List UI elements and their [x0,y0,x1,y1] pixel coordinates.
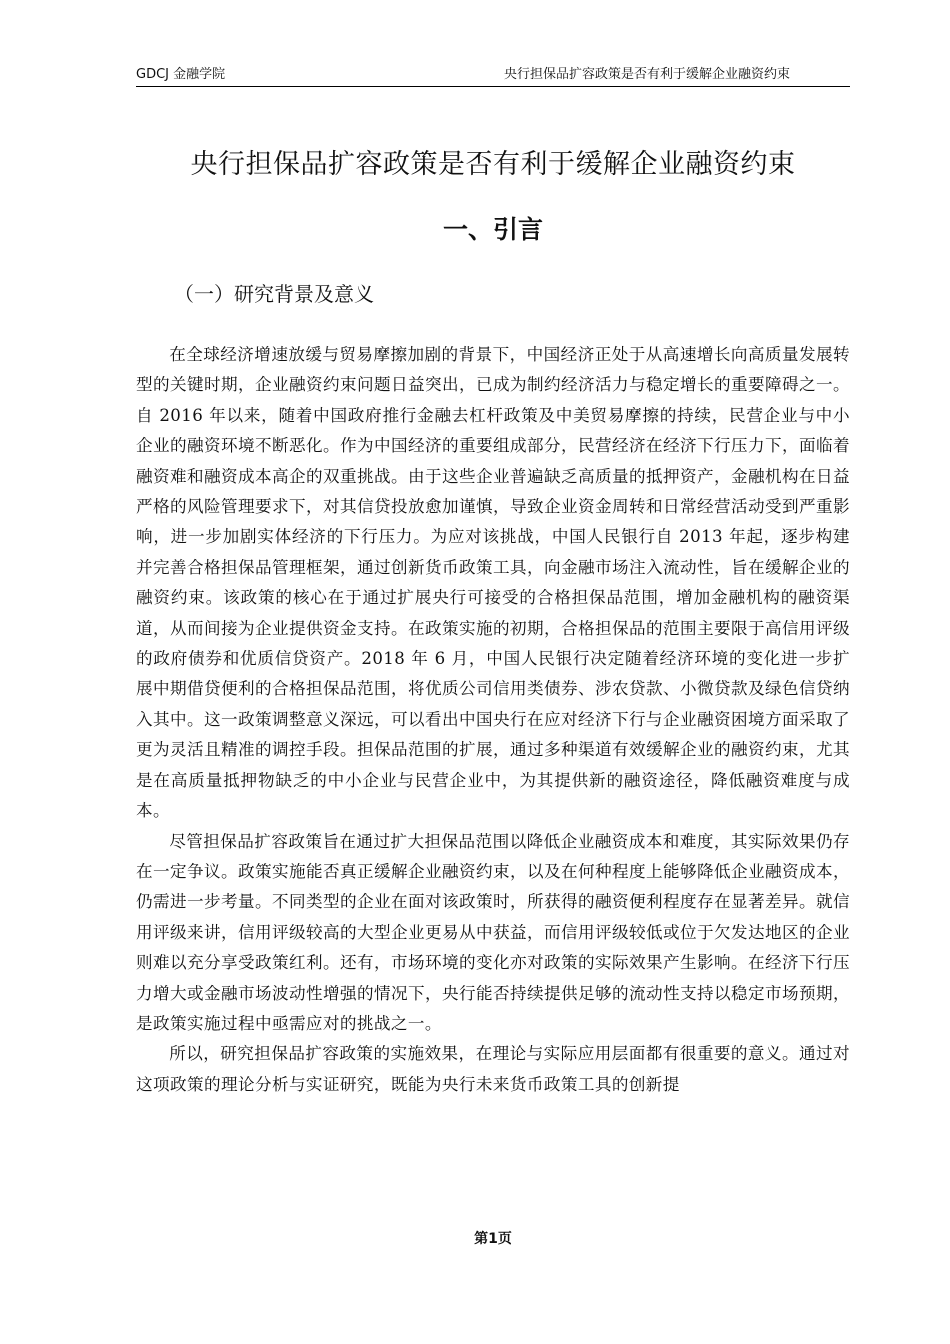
subsection-heading: （一）研究背景及意义 [174,282,374,306]
document-title: 央行担保品扩容政策是否有利于缓解企业融资约束 [190,149,796,180]
header-running-title: 央行担保品扩容政策是否有利于缓解企业融资约束 [503,67,790,82]
section-heading: 一、引言 [442,215,543,244]
body-text [136,340,850,1100]
page-number: 第1页 [474,1231,512,1247]
header-institution: GDCJ 金融学院 [136,67,226,82]
paragraph: 尽管担保品扩容政策旨在通过扩大担保品范围以降低企业融资成本和难度，其实际效果仍存在一定争议。政策实施能否真正缓解企业融资约束，以及在何种程度上能够降低企业融资成本，仍需进一步考量。不同类型的企业在面对该政策时，所获得的融资便利程度存在显著差异。就信用评级来讲，信用评级较高的大型企业更易从中获益，而信用评级较低或位于欠发达地区的企业则难以充分享受政策红利。还有，市场环境的变化亦对政策的实际效果产生影响。在经济下行压力增大或金融市场波动性增强的情况下，央行能否持续提供足够的流动性支持以稳定市场预期，是政策实施过程中亟需应对的挑战之一。 [136,831,850,1033]
paragraph: 在全球经济增速放缓与贸易摩擦加剧的背景下，中国经济正处于从高速增长向高质量发展转型的关键时期，企业融资约束问题日益突出，已成为制约经济活力与稳定增长的重要障碍之一。自 2016 年以来，随着中国政府推行金融去杠杆政策及中美贸易摩擦的持续，民营企业与中小企业的融资环境不断恶化。作为中国经济的重要组成部分，民营经济在经济下行压力下，面临着融资难和融资成本高企的双重挑战。由于这些企业普遍缺乏高质量的抵押资产，金融机构在日益严格的风险管理要求下，对其信贷投放愈加谨慎，导致企业资金周转和日常经营活动受到严重影响，进一步加剧实体经济的下行压力。为应对该挑战，中国人民银行自 2013 年起，逐步构建并完善合格担保品管理框架，通过创新货币政策工具，向金融市场注入流动性，旨在缓解企业的融资约束。该政策的核心在于通过扩展央行可接受的合格担保品范围，增加金融机构的融资渠道，从而间接为企业提供资金支持。在政策实施的初期，合格担保品的范围主要限于高信用评级的政府债券和优质信贷资产。2018 年 6 月，中国人民银行决定随着经济环境的变化进一步扩展中期借贷便利的合格担保品范围，将优质公司信用类债券、涉农贷款、小微贷款及绿色信贷纳入其中。这一政策调整意义深远，可以看出中国央行在应对经济下行与企业融资困境方面采取了更为灵活且精准的调控手段。担保品范围的扩展，通过多种渠道有效缓解企业的融资约束，尤其是在高质量抵押物缺乏的中小企业与民营企业中，为其提供新的融资途径，降低融资难度与成本。 [136,345,850,821]
paragraph: 所以，研究担保品扩容政策的实施效果，在理论与实际应用层面都有很重要的意义。通过对这项政策的理论分析与实证研究，既能为央行未来货币政策工具的创新提 [136,1044,850,1094]
page-header [136,64,850,87]
